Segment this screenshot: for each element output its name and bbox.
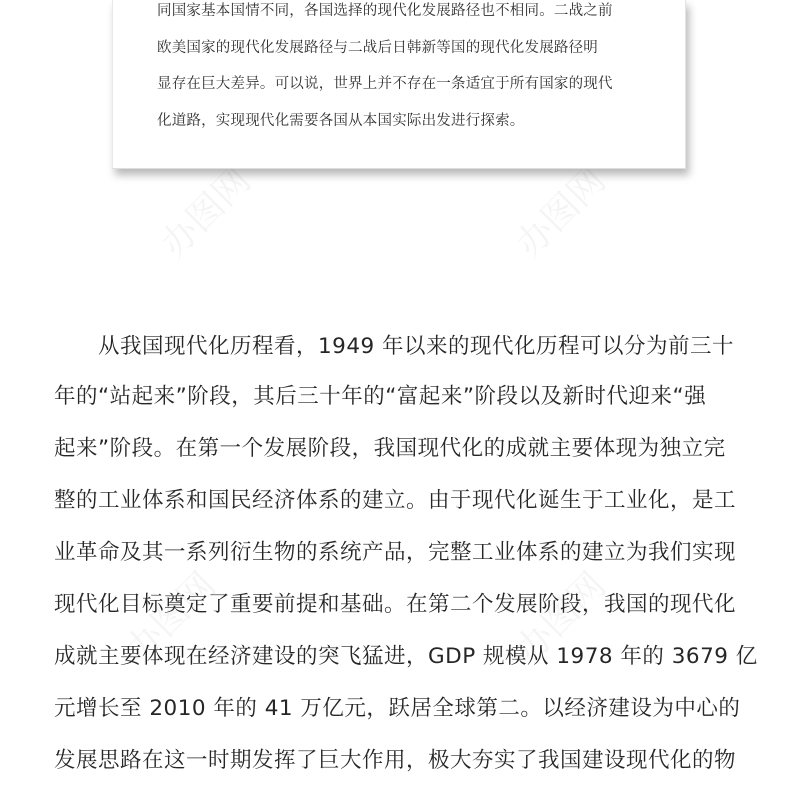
quote-line: 欧美国家的现代化发展路径与二战后日韩新等国的现代化发展路径明 bbox=[157, 40, 598, 56]
body-line: 业革命及其一系列衍生物的系统产品，完整工业体系的建立为我们实现 bbox=[54, 540, 737, 565]
quote-card bbox=[112, 0, 686, 169]
body-line: 整的工业体系和国民经济体系的建立。由于现代化诞生于工业化，是工 bbox=[54, 488, 737, 513]
body-line: 从我国现代化历程看，1949 年以来的现代化历程可以分为前三十 bbox=[98, 334, 735, 359]
body-line: 发展思路在这一时期发挥了巨大作用，极大夯实了我国建设现代化的物 bbox=[54, 748, 737, 773]
quote-line: 显存在巨大差异。可以说，世界上并不存在一条适宜于所有国家的现代 bbox=[157, 76, 613, 92]
body-line: 成就主要体现在经济建设的突飞猛进，GDP 规模从 1978 年的 3679 亿 bbox=[54, 644, 758, 669]
watermark bbox=[503, 154, 615, 266]
body-line: 年的“站起来”阶段，其后三十年的“富起来”阶段以及新时代迎来“强 bbox=[54, 384, 707, 409]
body-line: 起来”阶段。在第一个发展阶段，我国现代化的成就主要体现为独立完 bbox=[54, 436, 726, 461]
body-line: 现代化目标奠定了重要前提和基础。在第二个发展阶段，我国的现代化 bbox=[54, 592, 737, 617]
watermark bbox=[148, 154, 260, 266]
body-line: 元增长至 2010 年的 41 万亿元，跃居全球第二。以经济建设为中心的 bbox=[54, 696, 741, 721]
quote-line: 同国家基本国情不同，各国选择的现代化发展路径也不相同。二战之前 bbox=[157, 3, 613, 19]
quote-line: 化道路，实现现代化需要各国从本国实际出发进行探索。 bbox=[157, 113, 525, 129]
